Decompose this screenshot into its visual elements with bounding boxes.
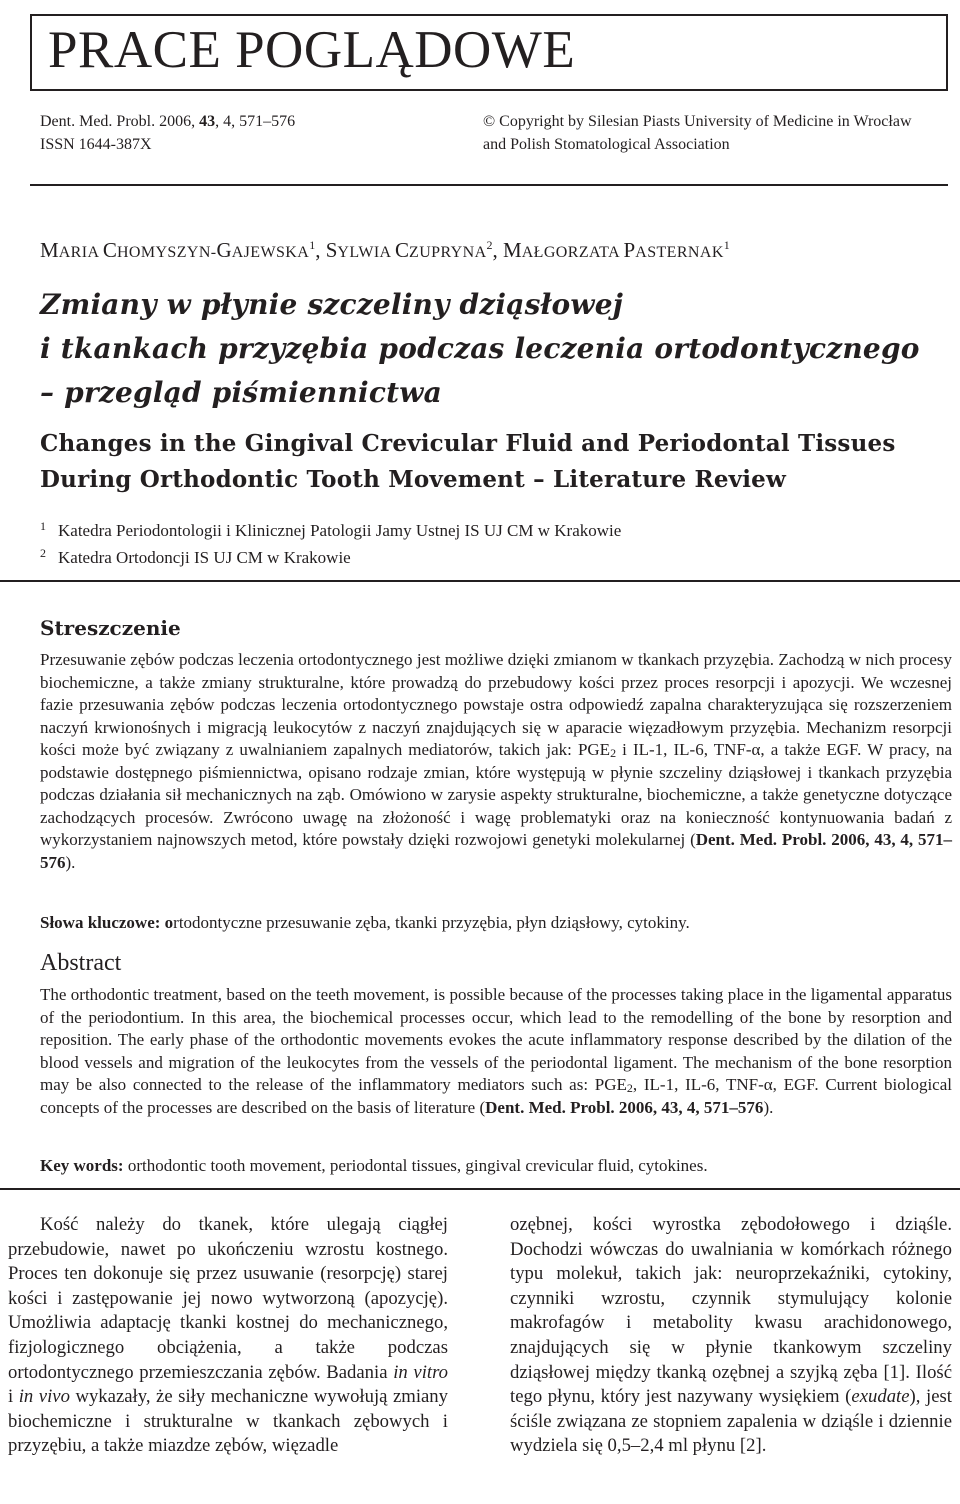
abstract-text: The orthodontic treatment, based on the teeth movement, is possible because of the processes taking place in the ligamental apparatus of the periodontium. In this area, the biochemical processes occur, which lead to the remodelling of the bone by resorption and reposition. The early phase of the orthodontic movements evokes the acute inflammatory response described by the dilation of the blood vessels and migration of the leukocytes from the vessels of the periodontal ligament. The mechanism of the bone resorption may be also connected to the release of the inflammatory mediators such as: $PGE_2$, IL-1, IL-6, TNF-α, EGF. Current biological concepts of the processes are described on the basis of literature (Dent. Med. Probl. 2006, 43, 4, 571–576). bbox=[40, 985, 952, 1117]
title-pl-line: i tkankach przyzębia podczas leczenia ortodontycznego bbox=[40, 332, 920, 365]
author-name: SYLWIA CZUPRYNA$^2$ bbox=[325, 238, 493, 262]
issn: ISSN 1644-387X bbox=[40, 136, 152, 153]
article-title-pl bbox=[40, 283, 950, 415]
abstract-rule bbox=[0, 1188, 960, 1190]
header-rule bbox=[30, 184, 948, 186]
copyright-info bbox=[483, 110, 912, 156]
author-list: MARIA CHOMYSZYN-GAJEWSKA$^1$, SYLWIA CZUPRYNA$^2$, MAŁGORZATA PASTERNAK$^1$ bbox=[40, 238, 730, 262]
keywords-pl: Słowa kluczowe: ortodontyczne przesuwanie zęba, tkanki przyzębia, płyn dziąsłowy, cytokiny. bbox=[40, 913, 690, 932]
copyright-line-1: © Copyright by Silesian Piasts University of Medicine in Wrocław bbox=[483, 113, 912, 130]
affiliation-rule bbox=[0, 580, 960, 582]
streszczenie-text: Przesuwanie zębów podczas leczenia ortodontycznego jest możliwe dzięki zmianom w tkankach przyzębia. Zachodzą w nich procesy biochemiczne, a także zmiany strukturalne, które prowadzą do przebudowy kości przez proces resorpcji i apozycji. We wczesnej fazie przesuwania zębów podczas leczenia ortodontycznego powstaje ostra odpowiedź zapalna charakteryzująca się rozszerzeniem naczyń krwionośnych i migracją leukocytów z naczyń znajdujących się w aparacie więzadłowym przyzębia. Mechanizm resorpcji kości może być związany z uwalnianiem zapalnych mediatorów, takich jak: $PGE_2$ i IL-1, IL-6, TNF-α, a także EGF. W pracy, na podstawie dostępnego piśmiennictwa, opisano rodzaje zmian, które występują w płynie szczeliny dziąsłowej i tkankach przyzębia podczas działania sił mechanicznych na ząb. Omówiono w zarysie aspekty strukturalne, biochemiczne, a także genetyczne dotyczące zachodzących procesów. Zwrócono uwagę na złożoność i wagę problematyki oraz na konieczność kontynuowania badań z wykorzystaniem najnowszych metod, które powstały dzięki rozwojowi genetyki molekularnej (Dent. Med. Probl. 2006, 43, 4, 571–576). bbox=[40, 650, 952, 872]
abstract-heading: Abstract bbox=[40, 950, 122, 976]
journal-info bbox=[40, 110, 295, 156]
title-pl-line: – przegląd piśmiennictwa bbox=[40, 376, 442, 409]
journal-citation: Dent. Med. Probl. 2006, 43, 4, 571–576 bbox=[40, 113, 296, 130]
author-name: MARIA CHOMYSZYN-GAJEWSKA$^1$ bbox=[40, 238, 316, 262]
streszczenie-heading: Streszczenie bbox=[40, 616, 181, 640]
title-en-line: Changes in the Gingival Crevicular Fluid and Periodontal Tissues bbox=[40, 430, 896, 457]
affiliations bbox=[40, 515, 621, 569]
article-title-en bbox=[40, 426, 950, 498]
title-en-line: During Orthodontic Tooth Movement – Literature Review bbox=[40, 466, 787, 493]
author-name: MAŁGORZATA PASTERNAK$^1$ bbox=[503, 238, 730, 262]
affiliation: 1 Katedra Periodontologii i Klinicznej Patologii Jamy Ustnej IS UJ CM w Krakowie bbox=[40, 519, 622, 540]
copyright-line-2: and Polish Stomatological Association bbox=[483, 136, 730, 153]
body-column-right: ozębnej, kości wyrostka zębodołowego i dziąśle. Dochodzi wówczas do uwalniania w komórkach różnego typu molekuł, takich jak: neuroprzekaźniki, cytokiny, czynniki wzrostu, czynnik stymulujący kolonie makrofagów i metabolity kwasu arachidonowego, znajdujących się w płynie tkankowym szczeliny dziąsłowej między tkanką ozębnej a szyjką zęba [1]. Ilość tego płynu, który jest nazywany wysiękiem (exudate), jest ściśle związana ze stopniem zapalenia w dziąśle i dziennie wydziela się 0,5–2,4 ml płynu [2]. bbox=[510, 1214, 952, 1457]
section-title: PRACE POGLĄDOWE bbox=[30, 14, 948, 91]
title-pl-line: Zmiany w płynie szczeliny dziąsłowej bbox=[40, 288, 624, 321]
body-column-left: Kość należy do tkanek, które ulegają ciągłej przebudowie, nawet po ukończeniu wzrostu kostnego. Proces ten dokonuje się przez usuwanie (resorpcję) starej kości i zastępowanie jej nowo wytworzoną (apozycję). Umożliwia adaptację tkanki kostnej do mechanicznego, fizjologicznego obciążenia, a także podczas ortodontycznego przemieszczania zębów. Badania in vitro i in vivo wykazały, że siły mechaniczne wywołują zmiany biochemiczne i strukturalne w tkankach zębowych i przyzębiu, a także miazdze zębów, więzadle bbox=[8, 1214, 448, 1457]
keywords-en: Key words: orthodontic tooth movement, periodontal tissues, gingival crevicular fluid, cytokines. bbox=[40, 1156, 708, 1175]
affiliation: 2 Katedra Ortodoncji IS UJ CM w Krakowie bbox=[40, 546, 351, 567]
